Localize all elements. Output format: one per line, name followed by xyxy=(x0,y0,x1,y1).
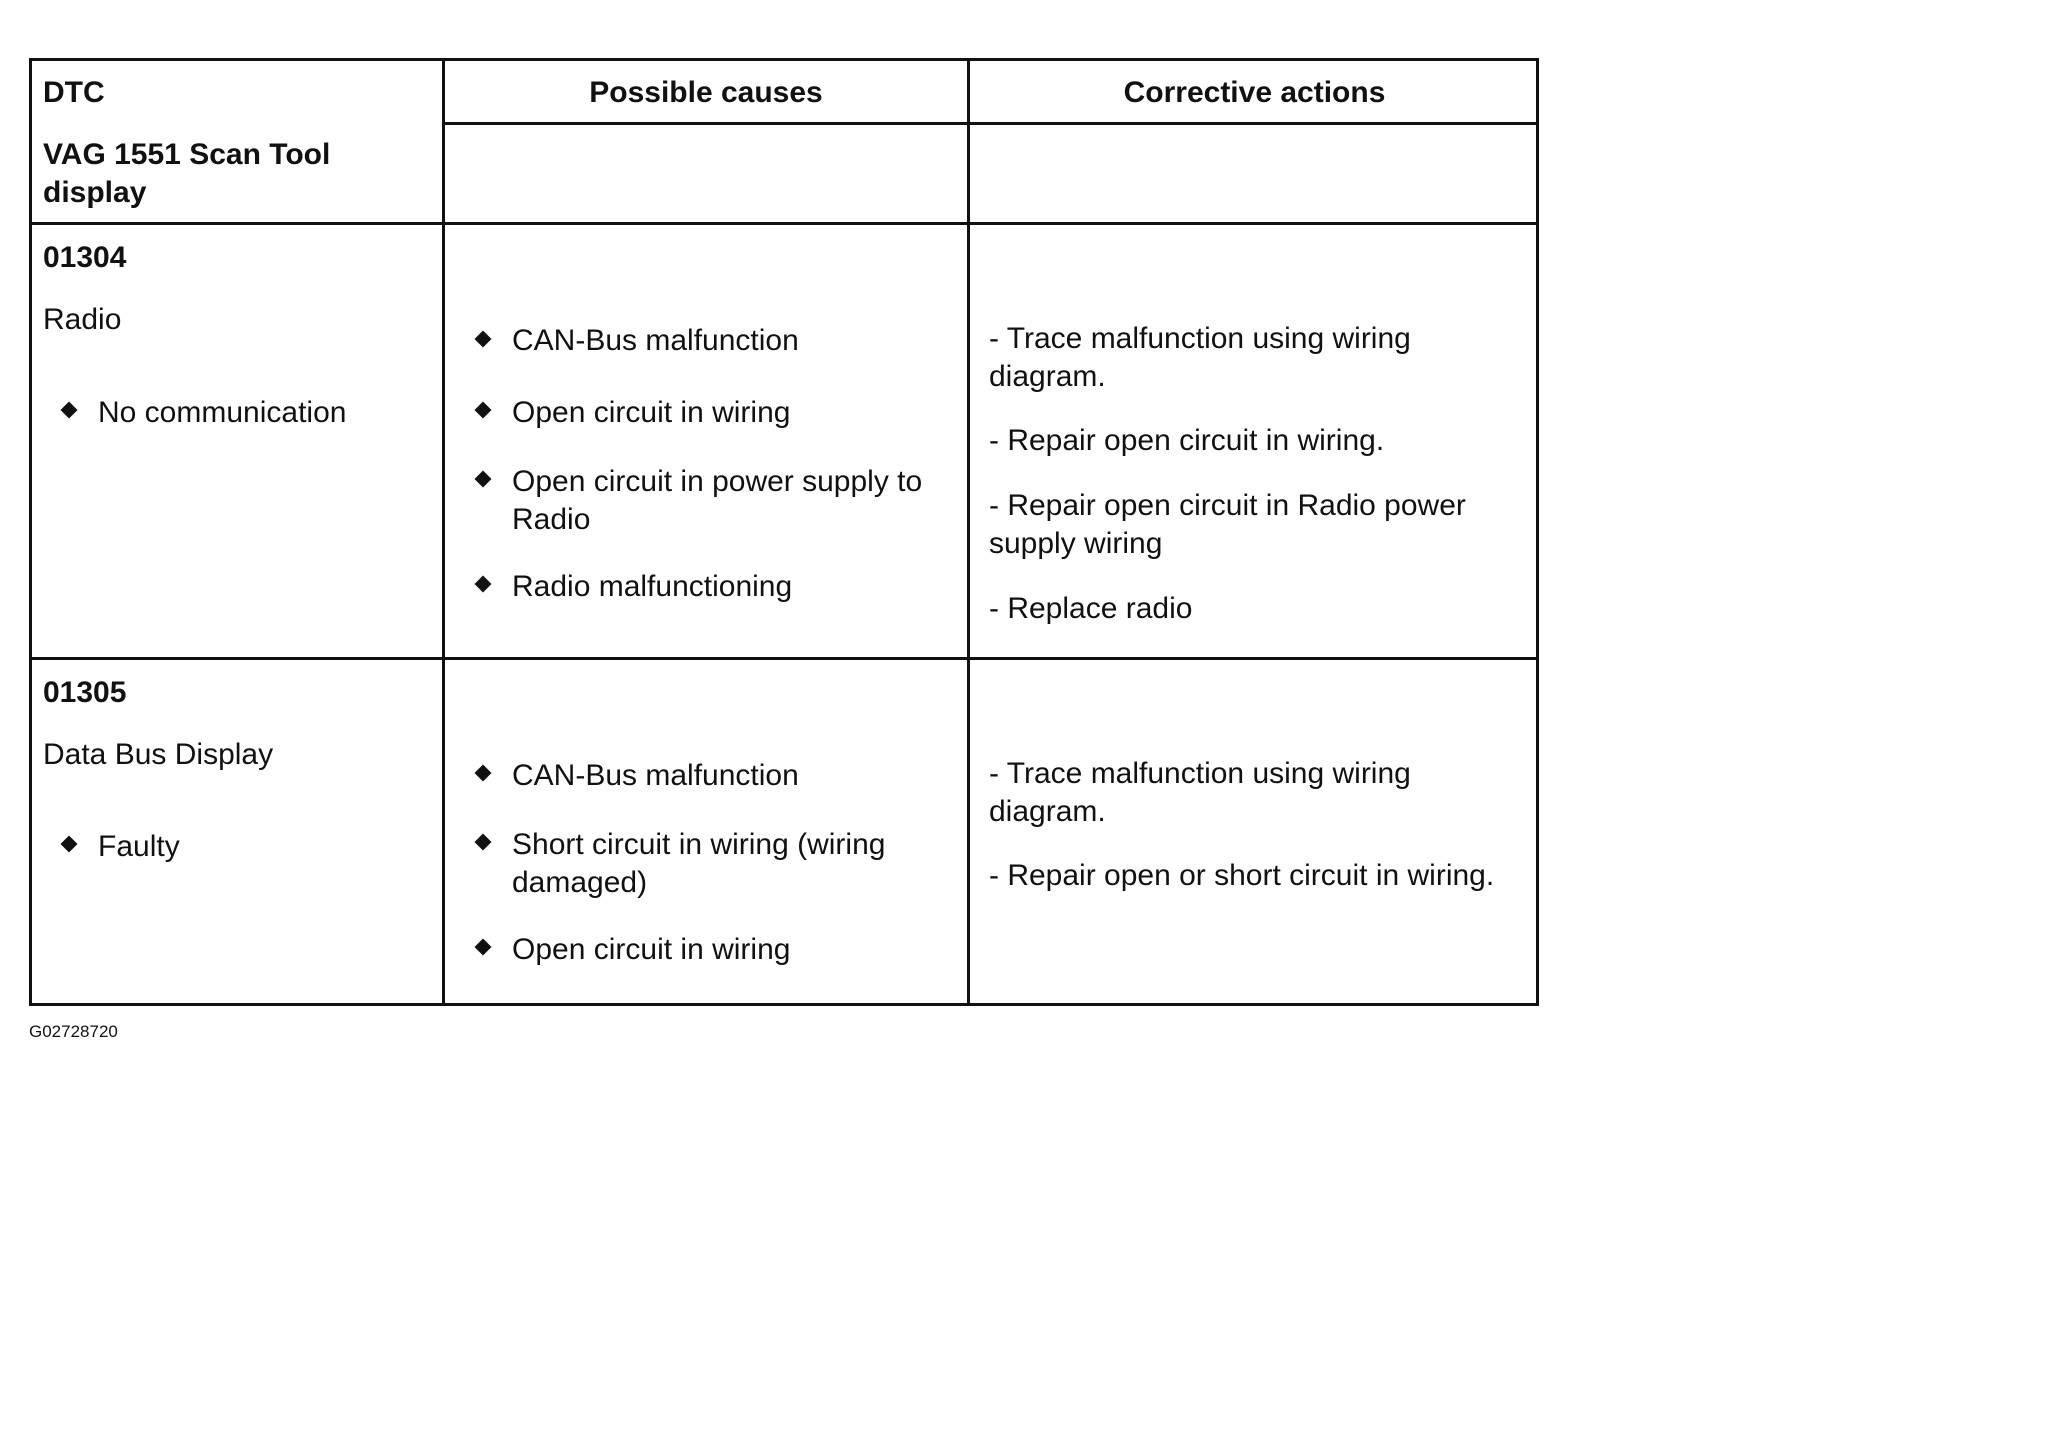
dtc-condition: Faulty xyxy=(98,830,180,863)
action-item: - Repair open or short circuit in wiring. xyxy=(989,859,1495,892)
cause-item: Open circuit in wiring xyxy=(512,396,791,429)
header-possible-causes: Possible causes xyxy=(589,76,823,109)
row-divider xyxy=(29,222,1539,225)
dtc-code: 01304 xyxy=(43,241,127,274)
action-item: - Repair open circuit in wiring. xyxy=(989,424,1385,457)
header-dtc: DTC xyxy=(43,76,105,109)
action-item: - Replace radio xyxy=(989,592,1193,625)
dtc-condition: No communication xyxy=(98,396,347,429)
header-subdivider xyxy=(442,122,1539,125)
figure-id: G02728720 xyxy=(29,1022,118,1041)
action-item: - Trace malfunction using wiring diagram. xyxy=(989,322,1411,393)
row-divider xyxy=(29,657,1539,660)
action-item: - Repair open circuit in Radio power supply wiring xyxy=(989,489,1466,560)
header-scan-tool-display: VAG 1551 Scan Tool display xyxy=(43,138,331,209)
cause-item: CAN-Bus malfunction xyxy=(512,324,799,357)
dtc-component: Data Bus Display xyxy=(43,738,274,771)
cause-item: Short circuit in wiring (wiring damaged) xyxy=(512,828,886,899)
cause-item: Open circuit in power supply to Radio xyxy=(512,465,923,536)
dtc-code: 01305 xyxy=(43,676,127,709)
column-divider xyxy=(442,58,445,1006)
cause-item: CAN-Bus malfunction xyxy=(512,759,799,792)
cause-item: Open circuit in wiring xyxy=(512,933,791,966)
cause-item: Radio malfunctioning xyxy=(512,570,793,603)
header-corrective-actions: Corrective actions xyxy=(1123,76,1386,109)
action-item: - Trace malfunction using wiring diagram. xyxy=(989,757,1411,828)
dtc-component: Radio xyxy=(43,303,122,336)
column-divider xyxy=(967,58,970,1006)
